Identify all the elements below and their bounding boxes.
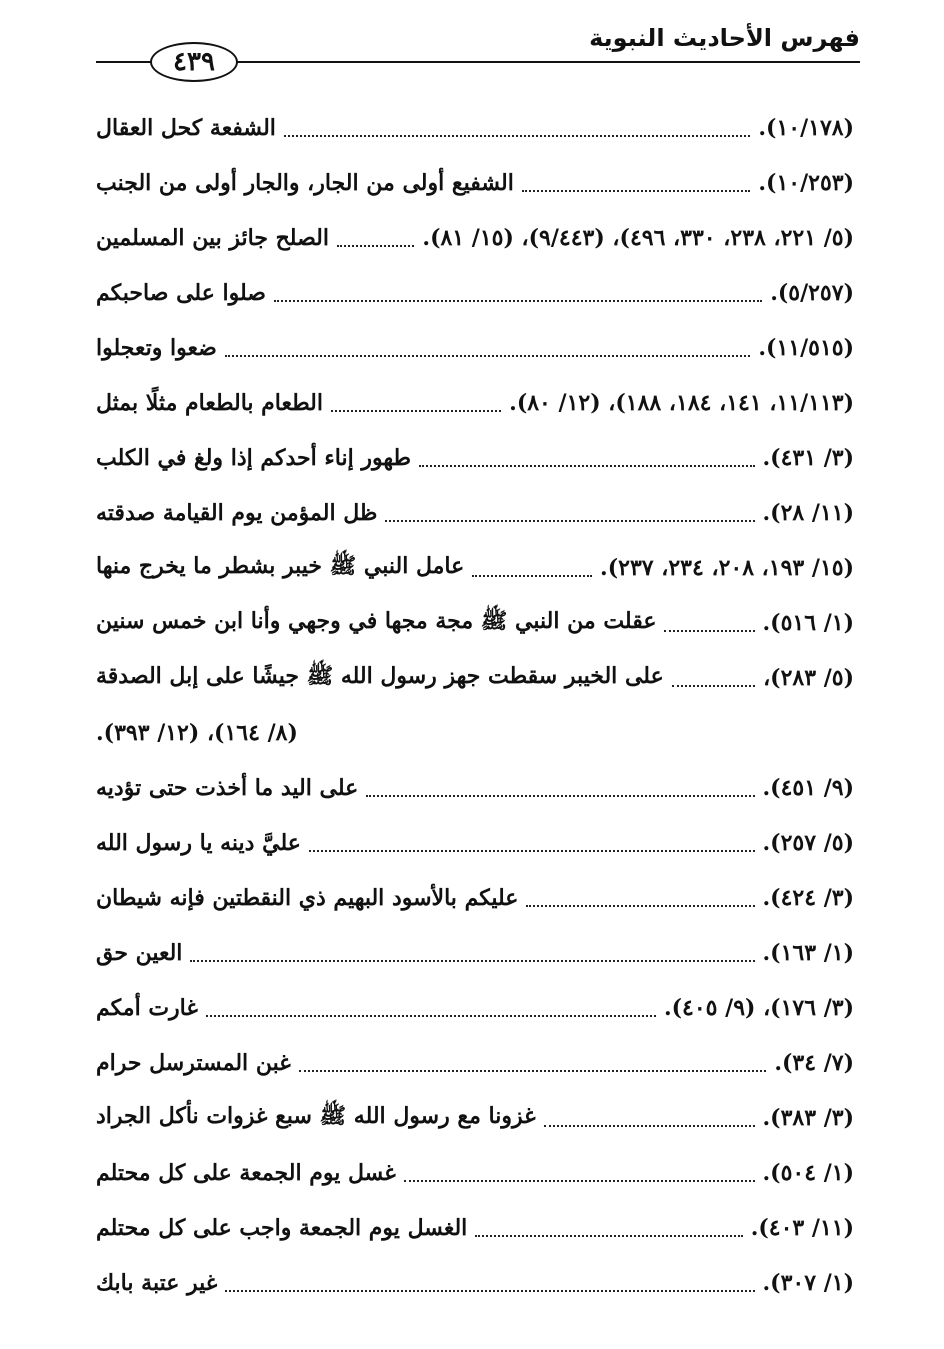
index-entry [96,870,854,925]
hadith-text: الصلح جائز بين المسلمين [96,224,329,251]
index-entry [96,1035,854,1090]
hadith-text: عامل النبي ﷺ خيبر بشطر ما يخرج منها [96,552,465,579]
volume-page-reference: (١/ ٥١٦). [762,609,854,636]
hadith-text: غارت أمكم [96,994,198,1021]
volume-page-reference: (٣/ ٤٢٤). [762,884,854,911]
volume-page-reference: (١٠/٢٥٣). [758,169,854,196]
index-entry [96,540,854,595]
volume-page-reference: (٨/ ١٦٤)، (١٢/ ٣٩٣). [96,719,298,746]
volume-page-reference: (٥/ ٢٢١، ٢٣٨، ٣٣٠، ٤٩٦)، (٩/٤٤٣)، (١٥/ ٨١). [422,224,854,251]
volume-page-reference: (١١/٥١٥). [758,334,854,361]
hadith-text: غزونا مع رسول الله ﷺ سبع غزوات نأكل الجراد [96,1102,536,1129]
volume-page-reference: (٥/٢٥٧). [770,279,854,306]
volume-page-reference: (١/ ٥٠٤). [762,1159,854,1186]
dot-leader [419,465,755,467]
dot-leader [299,1070,767,1072]
volume-page-reference: (١٥/ ١٩٣، ٢٠٨، ٢٣٤، ٢٣٧). [600,554,854,581]
hadith-text: الطعام بالطعام مثلًا بمثل [96,389,323,416]
hadith-text: غير عتبة بابك [96,1269,218,1296]
volume-page-reference: (٩/ ٤٥١). [762,774,854,801]
hadith-text: طهور إناء أحدكم إذا ولغ في الكلب [96,444,412,471]
volume-page-reference: (١١/١١٣، ١٤١، ١٨٤، ١٨٨)، (١٢/ ٨٠). [509,389,854,416]
index-entry [96,980,854,1035]
hadith-text: ضعوا وتعجلوا [96,334,217,361]
hadith-text: على الخيبر سقطت جهز رسول الله ﷺ جيشًا على إبل الصدقة [96,662,664,689]
index-entry [96,650,854,705]
index-entry [96,265,854,320]
hadith-text: الشفيع أولى من الجار، والجار أولى من الجنب [96,169,514,196]
hadith-text: صلوا على صاحبكم [96,279,266,306]
dot-leader [331,410,501,412]
index-entry [96,430,854,485]
dot-leader [190,960,754,962]
hadith-text: غبن المسترسل حرام [96,1049,291,1076]
dot-leader [404,1180,755,1182]
volume-page-reference: (٧/ ٣٤). [774,1049,854,1076]
index-entry [96,155,854,210]
dot-leader [664,630,754,632]
hadith-text: غسل يوم الجمعة على كل محتلم [96,1159,396,1186]
index-entry [96,595,854,650]
dot-leader [385,520,754,522]
index-entry [96,815,854,870]
dot-leader [475,1235,742,1237]
volume-page-reference: (٣/ ٣٨٣). [762,1104,854,1131]
index-entry-continuation [96,705,854,760]
volume-page-reference: (٥/ ٢٨٣)، [763,664,854,691]
hadith-text: عليكم بالأسود البهيم ذي النقطتين فإنه شيطان [96,884,519,911]
hadith-text: الغسل يوم الجمعة واجب على كل محتلم [96,1214,468,1241]
hadith-text: الشفعة كحل العقال [96,114,276,141]
hadith-text: عليَّ دينه يا رسول الله [96,829,301,856]
dot-leader [284,135,750,137]
page-number: ٤٣٩ [150,42,238,82]
hadith-text: عقلت من النبي ﷺ مجة مجها في وجهي وأنا ابن خمس سنين [96,607,657,634]
volume-page-reference: (٣/ ١٧٦)، (٩/ ٤٠٥). [663,994,854,1021]
dot-leader [309,850,755,852]
index-entry [96,375,854,430]
dot-leader [206,1015,656,1017]
dot-leader [522,190,751,192]
volume-page-reference: (٣/ ٤٣١). [762,444,854,471]
index-entry [96,1145,854,1200]
index-entry [96,1090,854,1145]
dot-leader [225,1290,754,1292]
hadith-text: على اليد ما أخذت حتى تؤديه [96,774,359,801]
index-entry [96,100,854,155]
hadith-index-list [96,100,854,1310]
hadith-text: ظل المؤمن يوم القيامة صدقته [96,499,378,526]
dot-leader [472,575,592,577]
volume-page-reference: (١/ ٣٠٧). [762,1269,854,1296]
volume-page-reference: (١١/ ٢٨). [762,499,854,526]
dot-leader [366,795,754,797]
volume-page-reference: (١١/ ٤٠٣). [750,1214,854,1241]
volume-page-reference: (٥/ ٢٥٧). [762,829,854,856]
dot-leader [337,245,414,247]
dot-leader [526,905,754,907]
index-entry [96,760,854,815]
volume-page-reference: (١/ ١٦٣). [762,939,854,966]
index-entry [96,925,854,980]
running-header-title: فهرس الأحاديث النبوية [589,24,860,52]
dot-leader [544,1125,755,1127]
dot-leader [672,685,755,687]
hadith-text: العين حق [96,939,183,966]
index-entry [96,1255,854,1310]
volume-page-reference: (١٠/١٧٨). [758,114,854,141]
dot-leader [225,355,751,357]
index-entry [96,1200,854,1255]
index-entry [96,485,854,540]
index-entry [96,320,854,375]
index-entry [96,210,854,265]
dot-leader [274,300,762,302]
